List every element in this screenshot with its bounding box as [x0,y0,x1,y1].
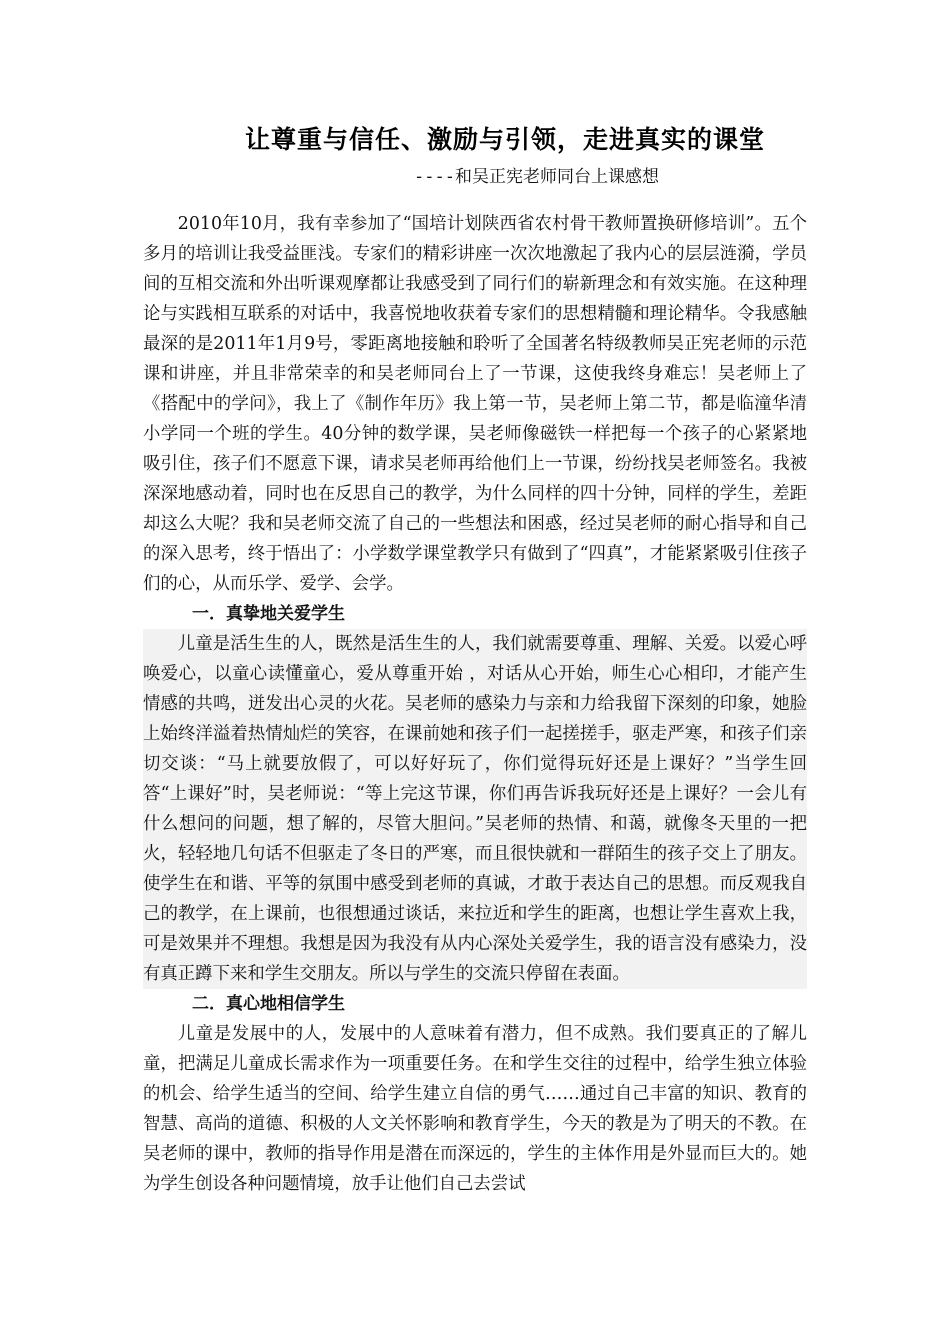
document-title: 让尊重与信任、激励与引领，走进真实的课堂 [244,125,765,154]
section-heading-2: 二．真心地相信学生 [192,994,345,1014]
document-body [143,209,807,1199]
section-1-paragraph: 儿童是活生生的人，既然是活生生的人，我们就需要尊重、理解、关爱。以爱心呼唤爱心，以童心读懂童心，爱从尊重开始 ，对话从心开始，师生心心相印，才能产生情感的共鸣，迸发出心灵的火花。吴老师的感染力与亲和力给我留下深刻的印象，她脸上始终洋溢着热情灿烂的笑容，在课前她和孩子们一起搓搓手，驱走严寒，和孩子们亲切交谈：“马上就要放假了，可以好好玩了，你们觉得玩好还是上课好？”当学生回答“上课好”时，吴老师说：“等上完这节课，你们再告诉我玩好还是上课好？一会儿有什么想问的问题，想了解的，尽管大胆问。”吴老师的热情、和蔼，就像冬天里的一把火，轻轻地几句话不但驱走了冬日的严寒，而且很快就和一群陌生的孩子交上了朋友。使学生在和谐、平等的氛围中感受到老师的真诚，才敢于表达自己的思想。而反观我自己的教学，在上课前，也很想通过谈话，来拉近和学生的距离，也想让学生喜欢上我，可是效果并不理想。我想是因为我没有从内心深处关爱学生，我的语言没有感染力，没有真正蹲下来和学生交朋友。所以与学生的交流只停留在表面。 [143,629,807,989]
document-subtitle: ----和吴正宪老师同台上课感想 [414,167,659,187]
intro-paragraph: 2010年10月，我有幸参加了“国培计划陕西省农村骨干教师置换研修培训”。五个多月的培训让我受益匪浅。专家们的精彩讲座一次次地激起了我内心的层层涟漪，学员间的互相交流和外出听课观摩都让我感受到了同行们的崭新理念和有效实施。在这种理论与实践相互联系的对话中，我喜悦地收获着专家们的思想精髓和理论精华。令我感触最深的是2011年1月9号，零距离地接触和聆听了全国著名特级教师吴正宪老师的示范课和讲座，并且非常荣幸的和吴老师同台上了一节课，这使我终身难忘！吴老师上了《搭配中的学问》，我上了《制作年历》我上第一节，吴老师上第二节，都是临潼华清小学同一个班的学生。40分钟的数学课，吴老师像磁铁一样把每一个孩子的心紧紧地吸引住，孩子们不愿意下课，请求吴老师再给他们上一节课，纷纷找吴老师签名。我被深深地感动着，同时也在反思自己的教学，为什么同样的四十分钟，同样的学生，差距却这么大呢？我和吴老师交流了自己的一些想法和困惑，经过吴老师的耐心指导和自己的深入思考，终于悟出了：小学数学课堂教学只有做到了“四真”，才能紧紧吸引住孩子们的心，从而乐学、爱学、会学。 [143,214,807,594]
section-heading-1: 一．真挚地关爱学生 [192,604,345,624]
section-2-paragraph: 儿童是发展中的人，发展中的人意味着有潜力，但不成熟。我们要真正的了解儿童，把满足儿童成长需求作为一项重要任务。在和学生交往的过程中，给学生独立体验的机会、给学生适当的空间、给学生建立自信的勇气……通过自己丰富的知识、教育的智慧、高尚的道德、积极的人文关怀影响和教育学生，今天的教是为了明天的不教。在吴老师的课中，教师的指导作用是潜在而深远的，学生的主体作用是外显而巨大的。她为学生创设各种问题情境，放手让他们自己去尝试 [143,1024,807,1194]
